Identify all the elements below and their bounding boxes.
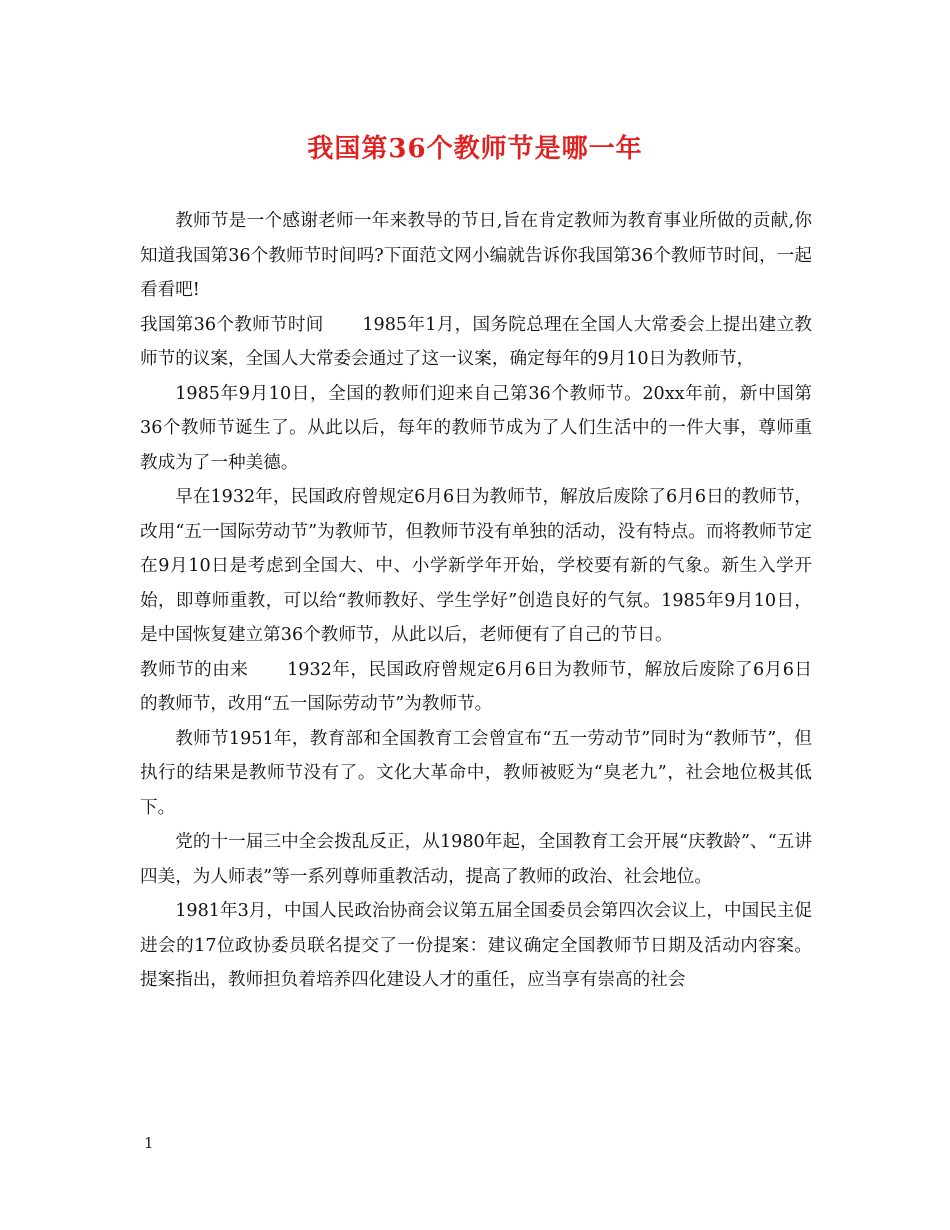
document-body [140,204,812,998]
section-text-time: 1985年1月，国务院总理在全国人大常委会上提出建立教师节的议案，全国人大常委会通过了这一议案，确定每年的9月10日为教师节， [140,314,812,369]
paragraph-section-origin [140,653,812,722]
paragraph-section-time [140,308,812,377]
paragraph-1985: 1985年9月10日，全国的教师们迎来自己第36个教师节。20xx年前，新中国第36个教师节诞生了。从此以后，每年的教师节成为了人们生活中的一件大事，尊师重教成为了一种美德。 [140,383,812,473]
page-number: 1 [144,1134,154,1152]
section-heading-time: 我国第36个教师节时间 [140,314,324,335]
paragraph-1980: 党的十一届三中全会拨乱反正，从1980年起，全国教育工会开展“庆教龄”、“五讲四美，为人师表”等一系列尊师重教活动，提高了教师的政治、社会地位。 [140,832,812,887]
paragraph-1932: 早在1932年，民国政府曾规定6月6日为教师节，解放后废除了6月6日的教师节，改用“五一国际劳动节”为教师节，但教师节没有单独的活动，没有特点。而将教师节定在9月10日是考虑到全国大、中、小学新学年开始，学校要有新的气象。新生入学开始，即尊师重教，可以给“教师教好、学生学好”创造良好的气氛。1985年9月10日，是中国恢复建立第36个教师节，从此以后，老师便有了自己的节日。 [140,487,812,645]
paragraph-intro: 教师节是一个感谢老师一年来教导的节日,旨在肯定教师为教育事业所做的贡献,你知道我国第36个教师节时间吗?下面范文网小编就告诉你我国第36个教师节时间，一起看看吧! [140,211,812,300]
paragraph-1951: 教师节1951年，教育部和全国教育工会曾宣布“五一劳动节”同时为“教师节”，但执行的结果是教师节没有了。文化大革命中，教师被贬为“臭老九”，社会地位极其低下。 [140,728,812,818]
paragraph-1981: 1981年3月，中国人民政治协商会议第五届全国委员会第四次会议上，中国民主促进会的17位政协委员联名提交了一份提案：建议确定全国教师节日期及活动内容案。提案指出，教师担负着培养四化建设人才的重任，应当享有崇高的社会 [140,901,812,990]
section-heading-origin: 教师节的由来 [140,659,249,680]
page-title: 我国第36个教师节是哪一年 [307,134,643,164]
section-text-origin: 1932年，民国政府曾规定6月6日为教师节，解放后废除了6月6日的教师节，改用“五一国际劳动节”为教师节。 [140,659,812,714]
